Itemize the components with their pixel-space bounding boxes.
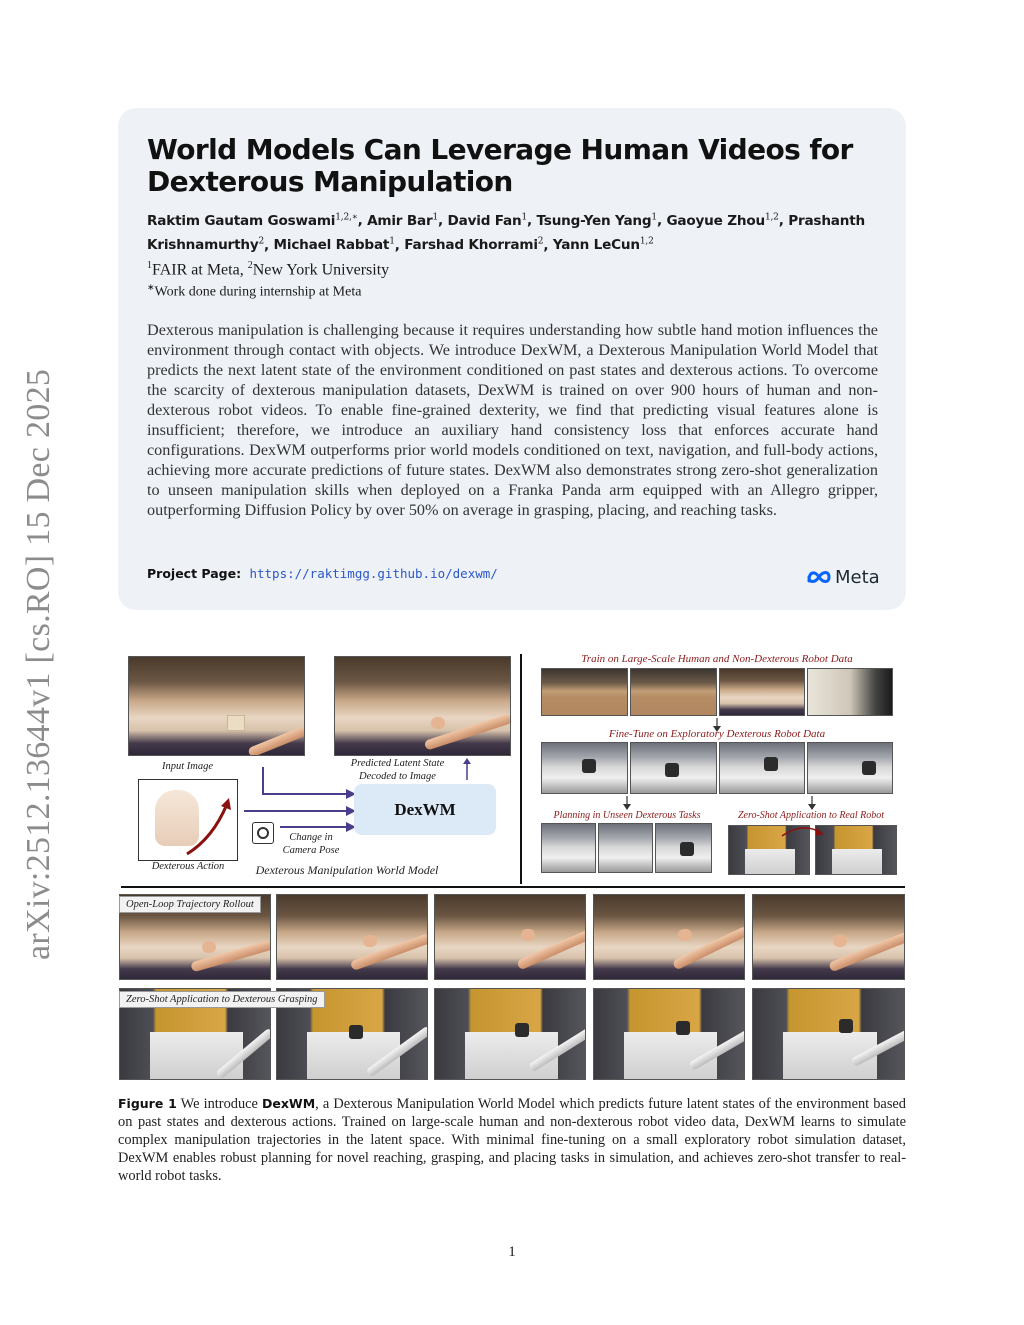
curved-arrow-icon bbox=[780, 822, 824, 838]
author: Tsung-Yen Yang$^1$ bbox=[536, 212, 657, 229]
input-image-photo bbox=[128, 656, 305, 756]
meta-logo bbox=[806, 566, 880, 588]
object-cube bbox=[227, 715, 245, 731]
human-hand bbox=[431, 717, 445, 729]
world-model-label: Dexterous Manipulation World Model bbox=[255, 863, 439, 877]
predicted-image-photo bbox=[334, 656, 511, 756]
train-photo bbox=[807, 668, 893, 716]
planning-photo bbox=[541, 823, 596, 873]
human-arm bbox=[247, 726, 305, 756]
rollout-frame bbox=[593, 894, 745, 980]
author: Amir Bar$^1$ bbox=[367, 212, 439, 229]
project-page-label: Project Page: bbox=[147, 566, 242, 581]
dexterous-action-label: Dexterous Action bbox=[151, 861, 225, 872]
author-list: Raktim Gautam Goswami$^{1,2,∗}$, Amir Bar$^1$, David Fan$^1$, Tsung-Yen Yang$^1$, Gaoyue Zhou$^{1,2}$, Prashanth Krishnamurthy$^2$, Michael Rabbat$^1$, Farshad Khorrami$^2$, Yann LeCun$^{1,2}$ bbox=[147, 212, 866, 254]
meta-wordmark: Meta bbox=[835, 566, 880, 588]
author: Prashanth Krishnamurthy$^2$ bbox=[147, 212, 866, 254]
camera-pose-label: Change in Camera Pose bbox=[282, 832, 340, 856]
grasp-frame bbox=[593, 988, 745, 1080]
figure-caption: Figure 1 We introduce DexWM, a Dexterous Manipulation World Model which predicts future latent states of the environment based on past states and dexterous actions. Trained on large-scale human and non-dexterous robot video data, DexWM learns to simulate complex manipulation trajectories in the latent space. With minimal fine-tuning on a small exploratory robot simulation dataset, DexWM enables robust planning for novel reaching, grasping, and placing tasks in simulation, and achieves zero-shot transfer to real-world robot tasks. bbox=[118, 1096, 906, 1184]
sim-photo bbox=[630, 742, 717, 794]
figure-divider-vertical bbox=[520, 654, 522, 884]
rollout-frame bbox=[752, 894, 905, 980]
curved-arrow-icon bbox=[183, 798, 233, 858]
arxiv-identifier: arXiv:2512.13644v1 [cs.RO] 15 Dec 2025 bbox=[20, 368, 57, 960]
planning-photo bbox=[655, 823, 712, 873]
abstract: Dexterous manipulation is challenging because it requires understanding how subtle hand motion influences the environment through contact with objects. We introduce DexWM, a Dexterous Manipulation World Model that predicts the next latent state of the environment conditioned on past states and dexterous actions. To overcome the scarcity of dexterous manipulation datasets, DexWM is trained on over 900 hours of human and non-dexterous robot videos. To enable fine-grained dexterity, we find that predicting visual features alone is insufficient; therefore, we introduce an auxiliary hand consistency loss that enforces accurate hand configurations. DexWM outperforms prior world models conditioned on text, navigation, and full-body actions, achieving more accurate predictions of future states. DexWM also demonstrates strong zero-shot generalization to unseen manipulation skills when deployed on a Franka Panda arm equipped with an Allegro gripper, outperforming Diffusion Policy by over 50% on average in grasping, placing, and reaching tasks. bbox=[147, 321, 878, 519]
real-robot-photo bbox=[815, 825, 897, 875]
train-photo bbox=[541, 668, 628, 716]
project-page-link[interactable]: https://raktimgg.github.io/dexwm/ bbox=[249, 566, 498, 581]
train-photo bbox=[630, 668, 717, 716]
arrow-segment bbox=[262, 793, 350, 795]
planning-photo bbox=[598, 823, 653, 873]
sim-photo bbox=[719, 742, 805, 794]
grasp-frame bbox=[434, 988, 586, 1080]
affiliations: $^1$FAIR at Meta, $^2$New York University bbox=[147, 260, 390, 279]
meta-infinity-icon bbox=[806, 569, 832, 585]
figure-divider-horizontal bbox=[121, 886, 905, 888]
author: Yann LeCun$^{1,2}$ bbox=[552, 236, 654, 254]
internship-note: ∗Work done during internship at Meta bbox=[147, 282, 362, 300]
arrow-segment bbox=[262, 767, 264, 793]
arrow-segment bbox=[244, 810, 350, 812]
arrow-segment bbox=[280, 826, 350, 828]
dexwm-model-box: DexWM bbox=[354, 784, 496, 835]
rollout-frame bbox=[276, 894, 428, 980]
finetune-stage-label: Fine-Tune on Exploratory Dexterous Robot Data bbox=[608, 728, 826, 740]
paper-title: World Models Can Leverage Human Videos for Dexterous Manipulation bbox=[147, 133, 853, 198]
page-number: 1 bbox=[508, 1244, 516, 1260]
author: Gaoyue Zhou$^{1,2}$ bbox=[666, 212, 779, 229]
predicted-latent-label: Predicted Latent State Decoded to Image bbox=[350, 758, 445, 782]
down-arrow-icon bbox=[621, 796, 633, 810]
author: David Fan$^1$ bbox=[447, 212, 528, 229]
up-arrow-icon bbox=[461, 758, 473, 780]
author: Farshad Khorrami$^2$ bbox=[404, 236, 544, 254]
train-stage-label: Train on Large-Scale Human and Non-Dexterous Robot Data bbox=[581, 653, 853, 665]
author: Michael Rabbat$^1$ bbox=[273, 236, 395, 254]
grasp-frame bbox=[752, 988, 905, 1080]
author: Raktim Gautam Goswami$^{1,2,∗}$ bbox=[147, 212, 358, 229]
sim-photo bbox=[541, 742, 628, 794]
project-page bbox=[147, 566, 498, 581]
figure-tag: Figure 1 bbox=[118, 1096, 177, 1111]
sim-photo bbox=[807, 742, 893, 794]
dexterous-action-box bbox=[138, 779, 238, 861]
zeroshot-real-label: Zero-Shot Application to Real Robot bbox=[737, 810, 885, 821]
rollout-frame bbox=[434, 894, 586, 980]
planning-stage-label: Planning in Unseen Dexterous Tasks bbox=[553, 810, 701, 821]
camera-icon bbox=[252, 822, 274, 844]
input-image-label: Input Image bbox=[161, 761, 214, 772]
openloop-label: Open-Loop Trajectory Rollout bbox=[119, 896, 261, 913]
down-arrow-icon bbox=[806, 796, 818, 810]
train-photo bbox=[719, 668, 805, 716]
zeroshot-grasp-label: Zero-Shot Application to Dexterous Grasping bbox=[119, 991, 325, 1008]
